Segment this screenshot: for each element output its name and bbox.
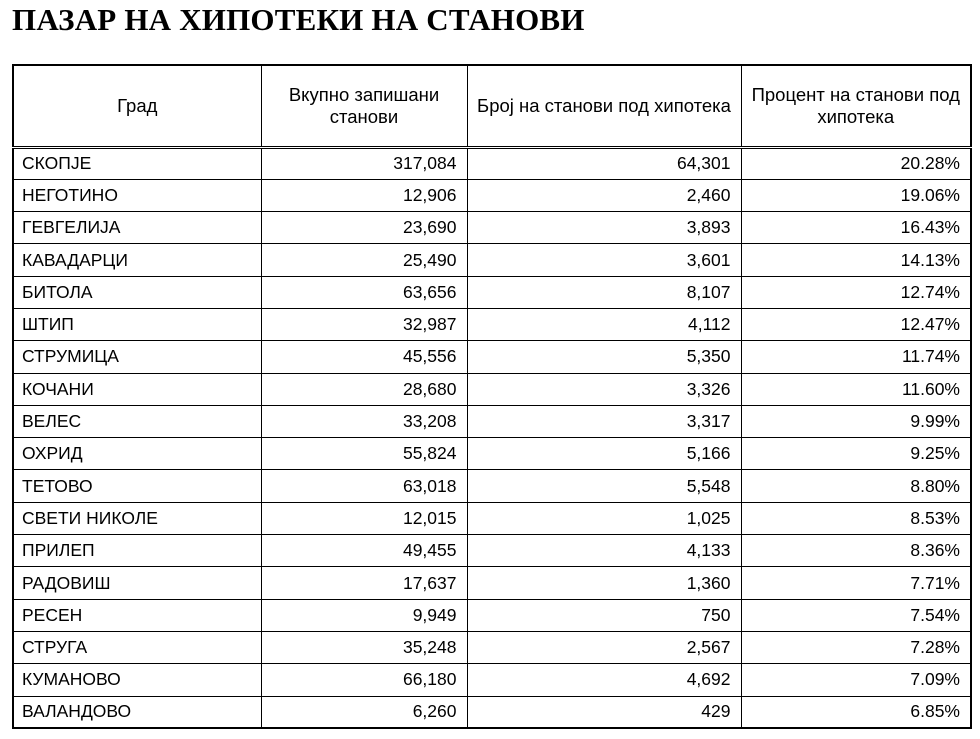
cell-city: СКОПЈЕ xyxy=(13,147,261,179)
cell-total: 6,260 xyxy=(261,696,467,728)
table-body xyxy=(13,147,971,728)
table-row xyxy=(13,212,971,244)
cell-mortgaged: 3,893 xyxy=(467,212,741,244)
cell-city: КОЧАНИ xyxy=(13,373,261,405)
cell-percent: 12.47% xyxy=(741,308,971,340)
cell-city: ПРИЛЕП xyxy=(13,535,261,567)
header-city: Град xyxy=(13,65,261,147)
header-percent: Процент на станови под хипотека xyxy=(741,65,971,147)
table-row xyxy=(13,502,971,534)
cell-city: РАДОВИШ xyxy=(13,567,261,599)
cell-total: 32,987 xyxy=(261,308,467,340)
cell-total: 63,656 xyxy=(261,276,467,308)
cell-total: 35,248 xyxy=(261,631,467,663)
table-row xyxy=(13,179,971,211)
cell-percent: 6.85% xyxy=(741,696,971,728)
table-row xyxy=(13,535,971,567)
cell-total: 17,637 xyxy=(261,567,467,599)
cell-total: 28,680 xyxy=(261,373,467,405)
cell-mortgaged: 3,317 xyxy=(467,405,741,437)
mortgage-table xyxy=(12,64,972,729)
cell-percent: 9.25% xyxy=(741,438,971,470)
header-row xyxy=(13,65,971,147)
cell-percent: 16.43% xyxy=(741,212,971,244)
cell-mortgaged: 3,601 xyxy=(467,244,741,276)
cell-total: 12,015 xyxy=(261,502,467,534)
cell-city: СТРУГА xyxy=(13,631,261,663)
cell-total: 23,690 xyxy=(261,212,467,244)
cell-city: РЕСЕН xyxy=(13,599,261,631)
cell-percent: 19.06% xyxy=(741,179,971,211)
table-header xyxy=(13,65,971,147)
table-row xyxy=(13,631,971,663)
table-row xyxy=(13,405,971,437)
cell-city: НЕГОТИНО xyxy=(13,179,261,211)
cell-mortgaged: 2,460 xyxy=(467,179,741,211)
table-row xyxy=(13,470,971,502)
cell-percent: 8.36% xyxy=(741,535,971,567)
cell-city: ГЕВГЕЛИЈА xyxy=(13,212,261,244)
cell-total: 12,906 xyxy=(261,179,467,211)
cell-city: ТЕТОВО xyxy=(13,470,261,502)
cell-mortgaged: 8,107 xyxy=(467,276,741,308)
cell-city: СВЕТИ НИКОЛЕ xyxy=(13,502,261,534)
cell-city: ВЕЛЕС xyxy=(13,405,261,437)
cell-total: 45,556 xyxy=(261,341,467,373)
cell-total: 33,208 xyxy=(261,405,467,437)
cell-total: 63,018 xyxy=(261,470,467,502)
table-row xyxy=(13,308,971,340)
cell-total: 9,949 xyxy=(261,599,467,631)
cell-mortgaged: 1,025 xyxy=(467,502,741,534)
cell-percent: 20.28% xyxy=(741,147,971,179)
cell-percent: 7.54% xyxy=(741,599,971,631)
page-title: ПАЗАР НА ХИПОТЕКИ НА СТАНОВИ xyxy=(12,2,585,37)
cell-city: КАВАДАРЦИ xyxy=(13,244,261,276)
table-row xyxy=(13,244,971,276)
cell-percent: 7.71% xyxy=(741,567,971,599)
cell-mortgaged: 5,548 xyxy=(467,470,741,502)
cell-percent: 14.13% xyxy=(741,244,971,276)
cell-percent: 11.74% xyxy=(741,341,971,373)
cell-percent: 11.60% xyxy=(741,373,971,405)
cell-mortgaged: 1,360 xyxy=(467,567,741,599)
cell-city: БИТОЛА xyxy=(13,276,261,308)
cell-city: КУМАНОВО xyxy=(13,664,261,696)
cell-percent: 9.99% xyxy=(741,405,971,437)
cell-total: 317,084 xyxy=(261,147,467,179)
cell-total: 66,180 xyxy=(261,664,467,696)
cell-mortgaged: 5,166 xyxy=(467,438,741,470)
table-row xyxy=(13,567,971,599)
cell-total: 49,455 xyxy=(261,535,467,567)
cell-mortgaged: 4,692 xyxy=(467,664,741,696)
cell-city: ОХРИД xyxy=(13,438,261,470)
cell-total: 55,824 xyxy=(261,438,467,470)
table-row xyxy=(13,147,971,179)
header-total: Вкупно запишани станови xyxy=(261,65,467,147)
table-row xyxy=(13,664,971,696)
cell-city: СТРУМИЦА xyxy=(13,341,261,373)
cell-mortgaged: 64,301 xyxy=(467,147,741,179)
cell-percent: 7.28% xyxy=(741,631,971,663)
table-row xyxy=(13,696,971,728)
table-row xyxy=(13,276,971,308)
cell-mortgaged: 750 xyxy=(467,599,741,631)
table-row xyxy=(13,438,971,470)
cell-total: 25,490 xyxy=(261,244,467,276)
cell-mortgaged: 4,133 xyxy=(467,535,741,567)
cell-percent: 8.80% xyxy=(741,470,971,502)
cell-city: ШТИП xyxy=(13,308,261,340)
cell-percent: 12.74% xyxy=(741,276,971,308)
cell-mortgaged: 5,350 xyxy=(467,341,741,373)
table-row xyxy=(13,341,971,373)
cell-city: ВАЛАНДОВО xyxy=(13,696,261,728)
cell-percent: 7.09% xyxy=(741,664,971,696)
table-row xyxy=(13,373,971,405)
cell-mortgaged: 4,112 xyxy=(467,308,741,340)
cell-mortgaged: 2,567 xyxy=(467,631,741,663)
cell-mortgaged: 429 xyxy=(467,696,741,728)
table-row xyxy=(13,599,971,631)
cell-mortgaged: 3,326 xyxy=(467,373,741,405)
cell-percent: 8.53% xyxy=(741,502,971,534)
header-mortgaged: Број на станови под хипотека xyxy=(467,65,741,147)
